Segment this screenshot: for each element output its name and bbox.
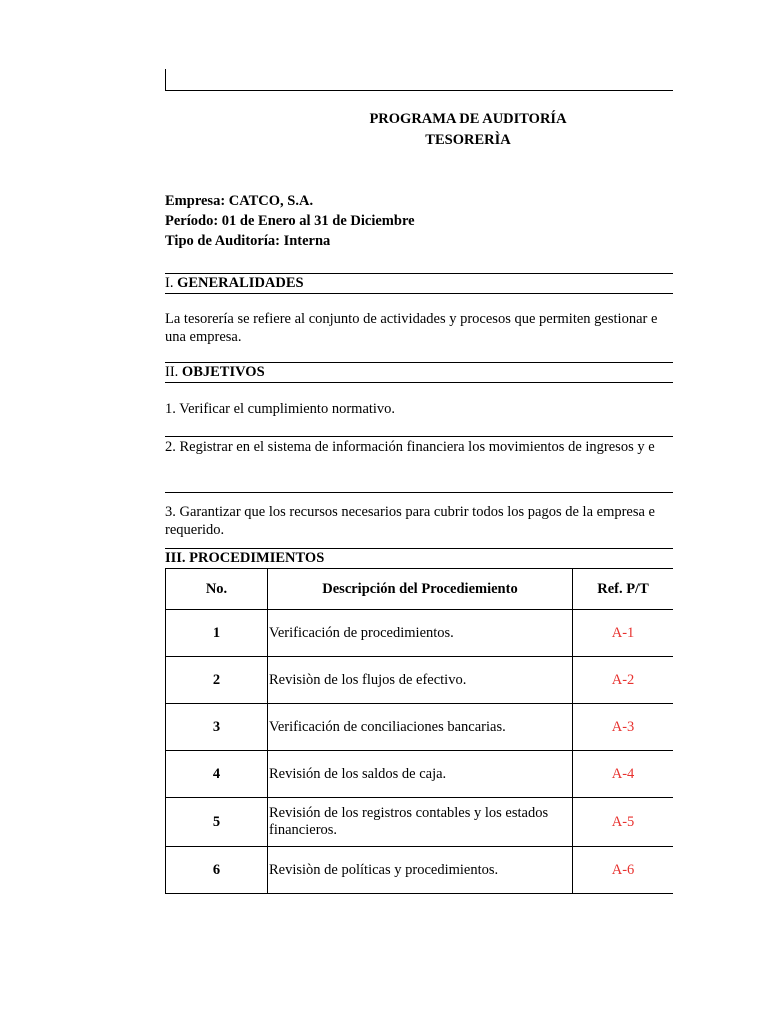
row-description: Revisiòn de los flujos de efectivo. bbox=[268, 657, 573, 704]
document-subtitle: TESORERÌA bbox=[425, 132, 511, 148]
generalidades-text: La tesorería se refiere al conjunto de actividades y procesos que permiten gestionar e una empresa. bbox=[165, 311, 658, 345]
header-rule bbox=[165, 90, 673, 91]
section-rule bbox=[165, 382, 673, 383]
row-description: Verificación de procedimientos. bbox=[268, 610, 573, 657]
row-description: Verificación de conciliaciones bancarias. bbox=[268, 704, 573, 751]
row-number: 2 bbox=[166, 657, 268, 704]
section-rule bbox=[165, 362, 673, 363]
row-number: 4 bbox=[166, 751, 268, 798]
objective-rule bbox=[165, 492, 673, 493]
document-title: PROGRAMA DE AUDITORÍA bbox=[369, 111, 567, 127]
table-header-row bbox=[166, 569, 674, 610]
company-line: Empresa: CATCO, S.A. bbox=[165, 193, 314, 209]
row-number: 6 bbox=[166, 847, 268, 894]
column-header-description: Descripción del Procediemiento bbox=[268, 569, 573, 610]
row-number: 5 bbox=[166, 798, 268, 847]
table-row bbox=[166, 610, 674, 657]
procedures-table bbox=[165, 568, 673, 894]
row-ref: A-1 bbox=[573, 610, 674, 657]
objective-3: 3. Garantizar que los recursos necesarios para cubrir todos los pagos de la empresa e requerido. bbox=[165, 504, 655, 538]
section-generalidades-heading bbox=[165, 275, 304, 292]
top-left-border bbox=[165, 69, 166, 91]
row-description: Revisión de los saldos de caja. bbox=[268, 751, 573, 798]
section-objetivos-heading bbox=[165, 364, 265, 381]
row-description: Revisiòn de políticas y procedimientos. bbox=[268, 847, 573, 894]
objective-1: 1. Verificar el cumplimiento normativo. bbox=[165, 401, 396, 417]
section-number: I. bbox=[165, 275, 174, 291]
row-ref: A-2 bbox=[573, 657, 674, 704]
objective-rule bbox=[165, 548, 673, 549]
table-row bbox=[166, 798, 674, 847]
section-title: OBJETIVOS bbox=[181, 364, 265, 380]
table-row bbox=[166, 657, 674, 704]
audit-program-sheet bbox=[165, 0, 673, 1024]
row-number: 1 bbox=[166, 610, 268, 657]
column-header-no: No. bbox=[166, 569, 268, 610]
table-row bbox=[166, 751, 674, 798]
period-line: Período: 01 de Enero al 31 de Diciembre bbox=[165, 213, 415, 229]
table-row bbox=[166, 704, 674, 751]
row-ref: A-5 bbox=[573, 798, 674, 847]
section-number: II. bbox=[165, 364, 179, 380]
objective-rule bbox=[165, 436, 673, 437]
row-ref: A-4 bbox=[573, 751, 674, 798]
column-header-ref: Ref. P/T bbox=[573, 569, 674, 610]
section-rule bbox=[165, 293, 673, 294]
procedures-heading: III. PROCEDIMIENTOS bbox=[165, 550, 325, 566]
row-ref: A-6 bbox=[573, 847, 674, 894]
row-description: Revisión de los registros contables y los estados financieros. bbox=[268, 798, 573, 847]
row-number: 3 bbox=[166, 704, 268, 751]
audit-type-line: Tipo de Auditoría: Interna bbox=[165, 233, 331, 249]
objective-2: 2. Registrar en el sistema de información financiera los movimientos de ingresos y e bbox=[165, 439, 655, 455]
section-title: GENERALIDADES bbox=[177, 275, 304, 291]
section-rule bbox=[165, 273, 673, 274]
table-row bbox=[166, 847, 674, 894]
row-ref: A-3 bbox=[573, 704, 674, 751]
